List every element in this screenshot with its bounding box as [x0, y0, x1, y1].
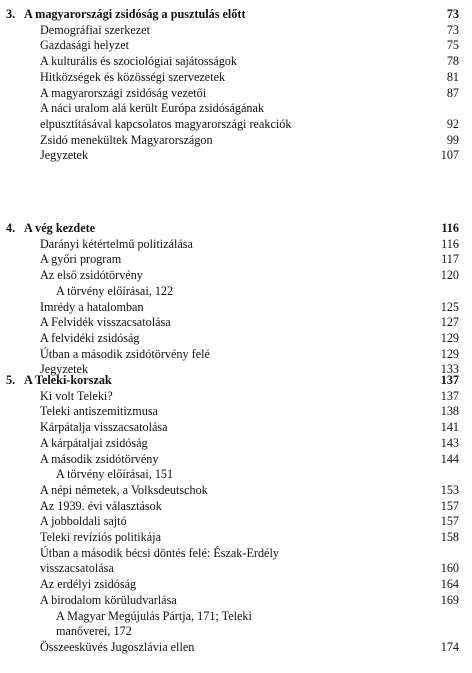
page-number: 73	[446, 7, 459, 21]
entry-title: Jegyzetek	[40, 148, 89, 163]
entry-title: elpusztításával kapcsolatos magyarországi reakciók	[40, 116, 292, 131]
toc-subentry	[0, 467, 472, 482]
page-number: 87	[446, 85, 459, 100]
page-number: 160	[440, 561, 459, 576]
entry-title: A magyarországi zsidóság vezetői	[40, 85, 207, 100]
section-title: A vég kezdete	[24, 221, 96, 235]
page-number: 143	[440, 435, 459, 450]
entry-title: A győri program	[40, 252, 122, 267]
section-heading	[0, 7, 472, 22]
section-number: 5.	[6, 373, 16, 387]
page-number: 169	[440, 592, 459, 607]
entry-title: A felvidéki zsidóság	[40, 330, 140, 345]
toc-entry	[0, 133, 472, 148]
section-title: A magyarországi zsidóság a pusztulás előtt	[24, 7, 246, 21]
toc-entry	[0, 483, 472, 498]
toc-entry	[0, 640, 472, 655]
entry-title: A náci uralom alá került Európa zsidóságának	[40, 101, 265, 116]
entry-title: Teleki revíziós politikája	[40, 530, 161, 544]
page-number: 138	[440, 404, 459, 419]
entry-title: Útban a második zsidótörvény felé	[40, 346, 210, 361]
toc-entry	[0, 499, 472, 514]
toc-entry	[0, 70, 472, 85]
toc-entry	[0, 148, 472, 163]
toc-subentry	[0, 609, 472, 624]
toc-entry	[0, 452, 472, 467]
toc-entry	[0, 101, 472, 116]
entry-title: Imrédy a hatalomban	[40, 299, 144, 314]
toc-entry	[0, 436, 472, 451]
entry-title: Hitközségek és közösségi szervezetek	[40, 69, 226, 84]
section-title: A Teleki-korszak	[24, 373, 112, 387]
toc-entry	[0, 514, 472, 529]
page-number: 120	[440, 268, 459, 283]
toc-entry	[0, 23, 472, 38]
entry-title: A birodalom körüludvarlása	[40, 592, 177, 607]
entry-title: Jegyzetek	[40, 362, 89, 377]
toc-entry	[0, 315, 472, 330]
page-number: 157	[440, 498, 459, 513]
page-number: 117	[441, 252, 459, 267]
section-number: 4.	[6, 221, 16, 235]
page-number: 174	[440, 639, 459, 654]
page-number: 75	[446, 38, 459, 53]
page-number: 78	[446, 54, 459, 69]
page-number: 144	[440, 451, 459, 466]
entry-title: A törvény előírásai, 122	[56, 283, 174, 298]
entry-title: Az erdélyi zsidóság	[40, 577, 137, 592]
page-number: 137	[440, 373, 459, 387]
entry-title: A kulturális és szociológiai sajátosságok	[40, 54, 237, 69]
toc-entry	[0, 38, 472, 53]
entry-title: A második zsidótörvény	[40, 451, 159, 466]
toc-entry	[0, 347, 472, 362]
page-number: 137	[440, 388, 459, 403]
entry-title: Gazdasági helyzet	[40, 38, 129, 53]
page-number: 99	[446, 132, 459, 147]
page-number: 127	[440, 315, 459, 330]
entry-title: A népi németek, a Volksdeutschok	[40, 482, 208, 497]
toc-entry	[0, 546, 472, 561]
toc-entry	[0, 54, 472, 69]
toc-entry	[0, 268, 472, 283]
entry-title: Teleki antiszemitizmusa	[40, 404, 158, 419]
page-number: 153	[440, 482, 459, 497]
entry-title: A jobboldali sajtó	[40, 514, 127, 529]
entry-title: Összeesküvés Jugoszlávia ellen	[40, 639, 195, 654]
section-heading	[0, 373, 472, 388]
toc-entry	[0, 331, 472, 346]
toc-entry	[0, 530, 472, 545]
toc-entry	[0, 577, 472, 592]
entry-title: Darányi kétértelmű politizálása	[40, 236, 193, 251]
toc-entry	[0, 237, 472, 252]
entry-title: Útban a második bécsi döntés felé: Észak-Erdély	[40, 545, 279, 560]
page-number: 107	[440, 148, 459, 163]
page-number: 141	[440, 420, 459, 435]
toc-entry	[0, 252, 472, 267]
page-number: 125	[440, 299, 459, 314]
page-number: 164	[440, 577, 459, 592]
toc-entry	[0, 561, 472, 576]
toc-entry	[0, 593, 472, 608]
toc-subentry	[0, 624, 472, 639]
entry-title: Kárpátalja visszacsatolása	[40, 420, 168, 435]
page-number: 116	[441, 221, 459, 235]
entry-title: Ki volt Teleki?	[40, 388, 113, 403]
section-number: 3.	[6, 7, 16, 21]
page-number: 81	[446, 69, 459, 84]
page-number: 129	[440, 330, 459, 345]
page-number: 116	[441, 236, 459, 251]
page-number: 73	[446, 22, 459, 37]
toc-entry	[0, 300, 472, 315]
toc-entry	[0, 389, 472, 404]
toc-entry	[0, 404, 472, 419]
entry-title: visszacsatolása	[40, 561, 114, 576]
entry-title: Az 1939. évi választások	[40, 498, 162, 513]
toc-subentry	[0, 284, 472, 299]
toc-entry	[0, 117, 472, 132]
entry-title: manőverei, 172	[56, 624, 132, 639]
entry-title: A Magyar Megújulás Pártja, 171; Teleki	[56, 608, 252, 623]
section-heading	[0, 221, 472, 236]
page-number: 133	[440, 362, 459, 377]
page-number: 129	[440, 346, 459, 361]
entry-title: A Felvidék visszacsatolása	[40, 315, 171, 330]
entry-title: A törvény előírásai, 151	[56, 467, 174, 482]
entry-title: A kárpátaljai zsidóság	[40, 435, 148, 450]
page-number: 157	[440, 514, 459, 529]
page-number: 92	[446, 116, 459, 131]
page-number: 158	[440, 530, 459, 544]
toc-entry	[0, 86, 472, 101]
entry-title: Az első zsidótörvény	[40, 268, 143, 283]
entry-title: Demográfiai szerkezet	[40, 22, 150, 37]
toc-entry	[0, 420, 472, 435]
entry-title: Zsidó menekültek Magyarországon	[40, 132, 213, 147]
